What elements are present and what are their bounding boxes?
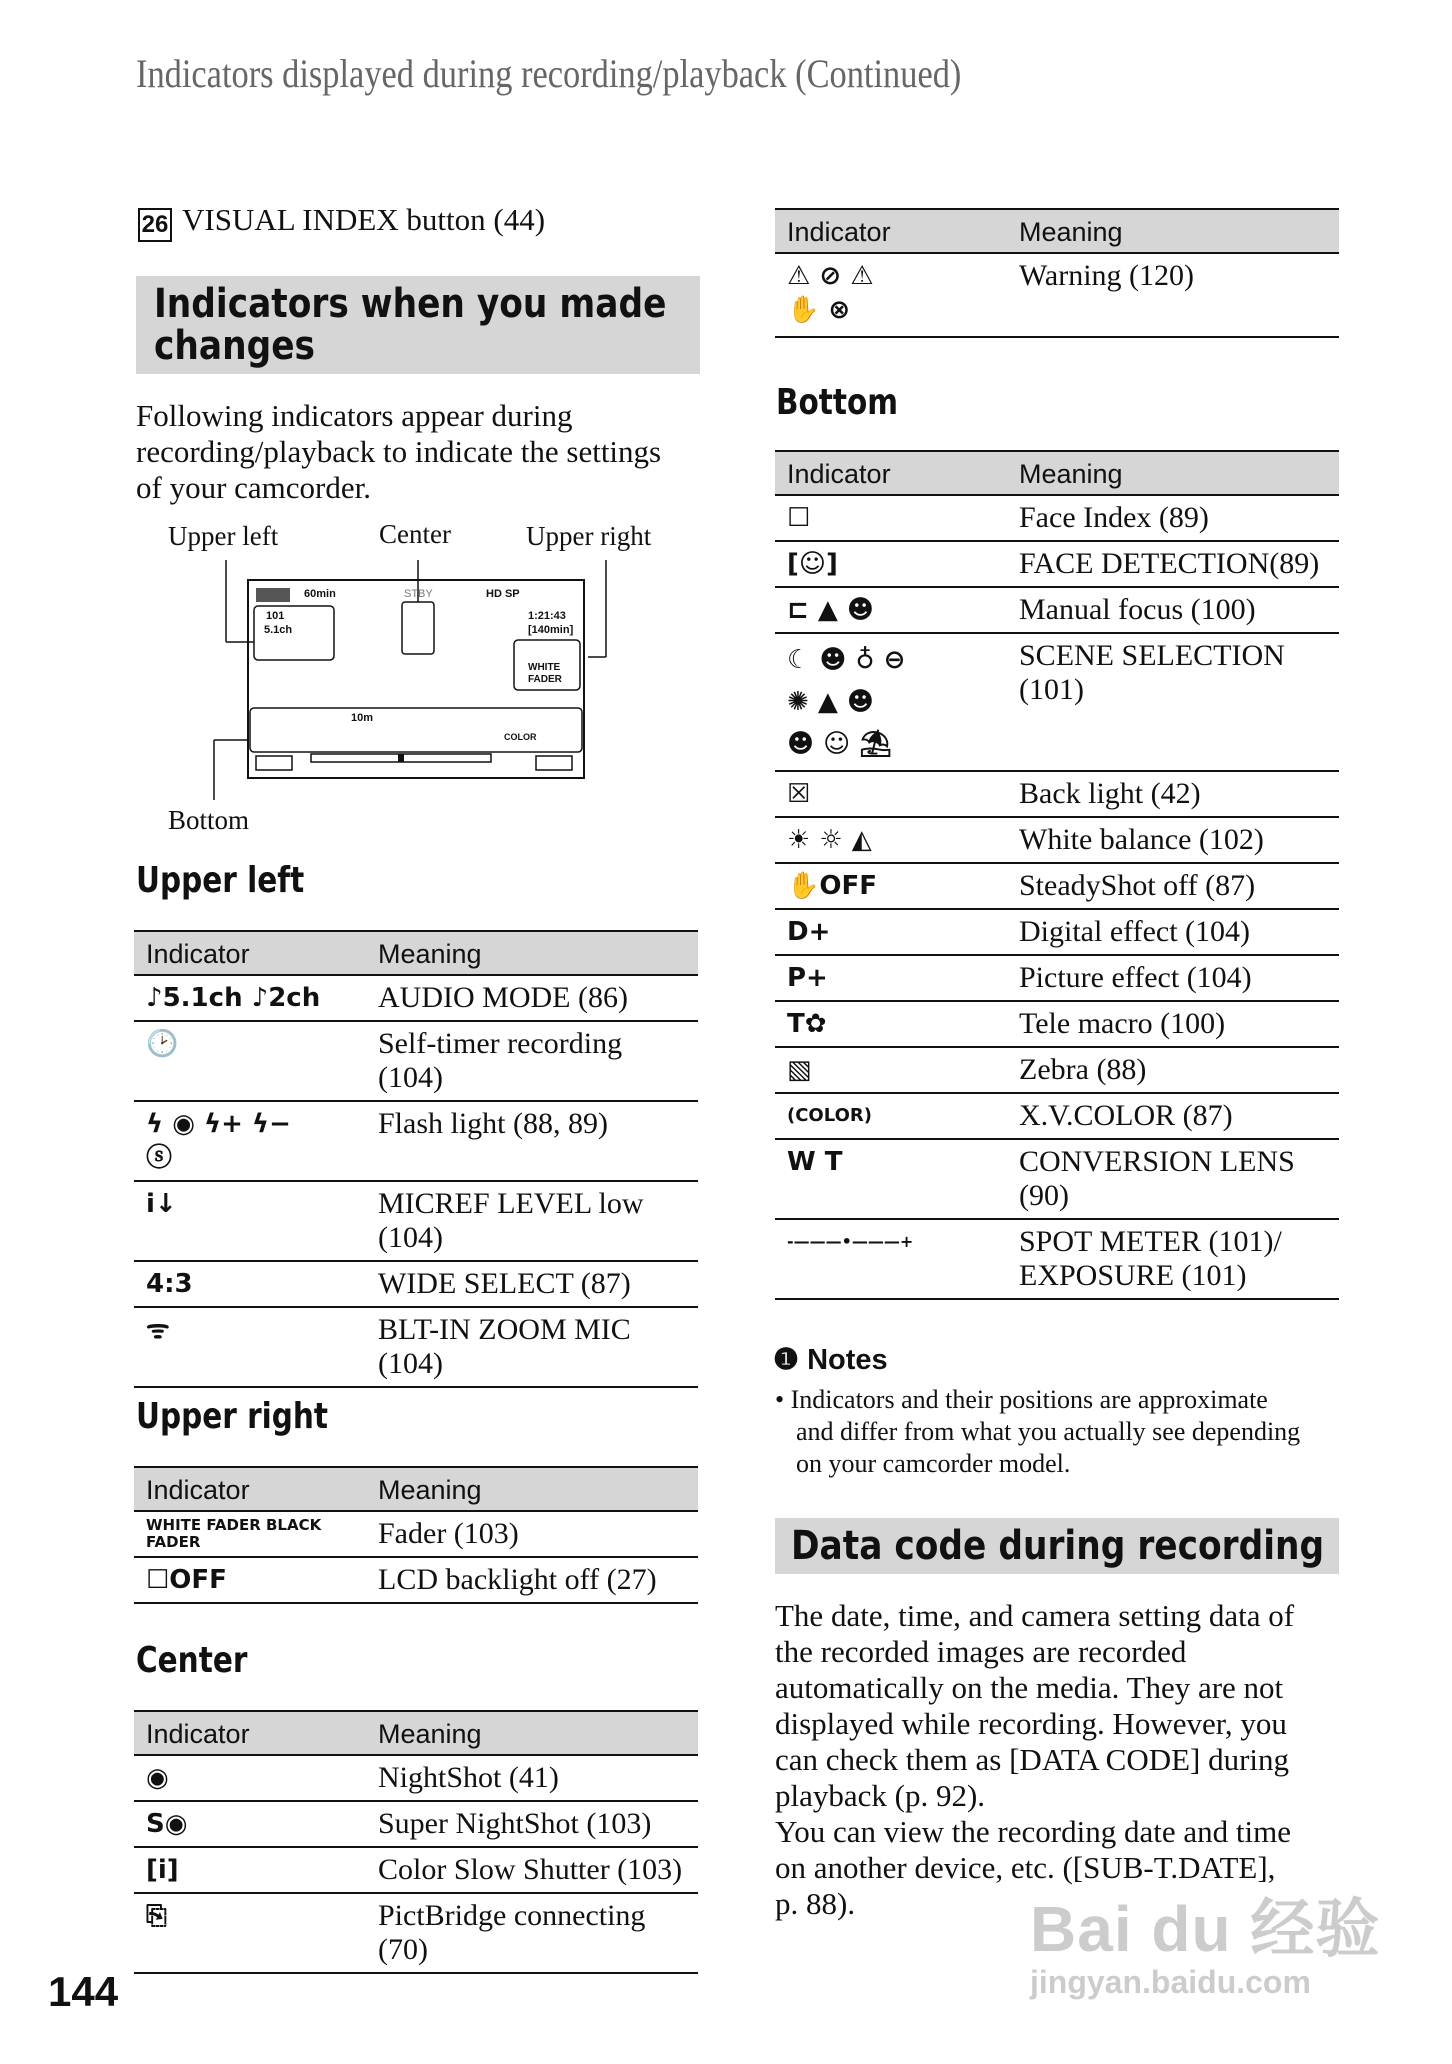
meaning-cell: Back light (42): [1007, 771, 1339, 817]
meaning-line: CONVERSION LENS: [1019, 1145, 1295, 1178]
paragraph-line: the recorded images are recorded: [775, 1634, 1187, 1669]
section-heading-text: Data code during recording: [791, 1523, 1325, 1569]
warning-icon: [775, 253, 1007, 337]
paragraph-line: displayed while recording. However, you: [775, 1706, 1287, 1741]
screen-battery: 60min: [304, 588, 336, 600]
paragraph-line: p. 88).: [775, 1886, 856, 1921]
table-row: [775, 771, 1339, 817]
meaning-cell: Self-timer recording (104): [366, 1021, 698, 1101]
meaning-cell: NightShot (41): [366, 1755, 698, 1801]
column-header-indicator: Indicator: [134, 1711, 366, 1755]
flash-icons-line2: ⓢ: [146, 1143, 173, 1173]
upper-right-table: [134, 1466, 698, 1604]
meaning-cell: Tele macro (100): [1007, 1001, 1339, 1047]
column-header-meaning: Meaning: [366, 931, 698, 975]
notes-icon: ❶: [773, 1344, 799, 1376]
meaning-cell: [1007, 633, 1339, 771]
bottom-table: [775, 450, 1339, 1300]
spot-meter-icon: -———•———+: [775, 1219, 1007, 1299]
section-heading-data-code: [775, 1518, 1339, 1574]
meaning-line: MICREF LEVEL low: [378, 1187, 644, 1220]
column-header-indicator: Indicator: [134, 1467, 366, 1511]
meaning-cell: WIDE SELECT (87): [366, 1261, 698, 1307]
picture-effect-icon: P+: [775, 955, 1007, 1001]
meaning-cell: Warning (120): [1007, 253, 1339, 337]
intro-line: Following indicators appear during: [136, 398, 573, 433]
label-bottom: Bottom: [168, 805, 250, 835]
meaning-cell: Fader (103): [366, 1511, 698, 1557]
screen-face: 10m: [351, 712, 374, 724]
fader-icon: WHITE FADER BLACK FADER: [134, 1511, 366, 1557]
manual-focus-icon: ⊏ ▲ ☻: [775, 587, 1007, 633]
notes-line: on your camcorder model.: [796, 1449, 1071, 1478]
flash-icons-line1: ϟ ◉ ϟ+ ϟ−: [146, 1109, 291, 1139]
zoom-mic-icon: ᯤ: [134, 1307, 366, 1387]
screen-hd: HD SP: [486, 588, 520, 600]
paragraph-line: can check them as [DATA CODE] during: [775, 1742, 1290, 1777]
table-row: [775, 863, 1339, 909]
notes-title: Notes: [807, 1344, 888, 1376]
table-row: [775, 253, 1339, 337]
meaning-cell: White balance (102): [1007, 817, 1339, 863]
scene-selection-icon: [775, 633, 1007, 771]
scene-icons-line1: ☾ ☻ ♁ ⊖: [787, 645, 906, 675]
table-row: [775, 1219, 1339, 1299]
xv-color-icon: (COLOR): [775, 1093, 1007, 1139]
screen-stby: STBY: [404, 588, 433, 600]
notes-body: [775, 1384, 1345, 1480]
face-detection-icon: [☺]: [775, 541, 1007, 587]
center-table: [134, 1710, 698, 1974]
table-row: [775, 817, 1339, 863]
watermark-url: jingyan.baidu.com: [1030, 1964, 1311, 2000]
white-balance-icon: ☀ ☼ ◭: [775, 817, 1007, 863]
column-header-meaning: Meaning: [366, 1467, 698, 1511]
table-row: [775, 1001, 1339, 1047]
meaning-line: EXPOSURE (101): [1019, 1259, 1247, 1292]
center-heading: Center: [136, 1640, 248, 1681]
table-row: [134, 1511, 698, 1557]
flash-icon: [134, 1101, 366, 1181]
watermark: [1030, 1878, 1380, 2001]
meaning-line: BLT-IN ZOOM MIC: [378, 1313, 631, 1346]
column-header-meaning: Meaning: [1007, 451, 1339, 495]
table-row: [775, 495, 1339, 541]
notes-line: • Indicators and their positions are approximate: [775, 1385, 1268, 1414]
paragraph-line: The date, time, and camera setting data of: [775, 1598, 1295, 1633]
scene-icons-line2: ✺ ▲ ☻: [787, 687, 874, 717]
self-timer-icon: 🕑: [134, 1021, 366, 1101]
screen-color: COLOR: [504, 732, 537, 742]
screen-remaining: [140min]: [528, 624, 574, 636]
table-row: [775, 633, 1339, 771]
warning-icons-line1: ⚠ ⊘ ⚠: [787, 261, 874, 291]
table-row: [134, 1021, 698, 1101]
notes-heading: [773, 1342, 888, 1377]
section-heading-line1: Indicators when you made: [154, 281, 667, 327]
table-row: [134, 1101, 698, 1181]
scene-icons-line3: ☻ ☺ ⛱: [787, 729, 893, 759]
upper-left-table: [134, 930, 698, 1388]
table-row: [134, 1893, 698, 1973]
page-title: Indicators displayed during recording/playback (Continued): [136, 51, 962, 96]
back-light-icon: ☒: [775, 771, 1007, 817]
table-row: [775, 909, 1339, 955]
meaning-cell: AUDIO MODE (86): [366, 975, 698, 1021]
tele-macro-icon: T✿: [775, 1001, 1007, 1047]
data-code-paragraph: [775, 1598, 1355, 1922]
table-row: [134, 1847, 698, 1893]
conversion-lens-icon: W T: [775, 1139, 1007, 1219]
meaning-line: SPOT METER (101)/: [1019, 1225, 1282, 1258]
page-number: 144: [48, 1968, 119, 2015]
screen-diagram: [136, 512, 716, 842]
upper-right-heading: Upper right: [136, 1396, 329, 1437]
meaning-cell: PictBridge connecting (70): [366, 1893, 698, 1973]
meaning-cell: Manual focus (100): [1007, 587, 1339, 633]
screen-fader-line2: FADER: [528, 674, 562, 685]
table-row: [134, 1261, 698, 1307]
screen-time: 1:21:43: [528, 610, 566, 622]
screen-diagram-lines: [136, 512, 716, 842]
section-heading-line2: changes: [154, 323, 316, 369]
bottom-heading: Bottom: [776, 382, 899, 423]
meaning-cell: Picture effect (104): [1007, 955, 1339, 1001]
visual-index-item: [138, 202, 545, 242]
section-heading-changes: [136, 276, 700, 374]
meaning-line: (104): [378, 1221, 443, 1254]
column-header-meaning: Meaning: [366, 1711, 698, 1755]
meaning-cell: [1007, 1219, 1339, 1299]
meaning-cell: SteadyShot off (87): [1007, 863, 1339, 909]
table-row: [775, 587, 1339, 633]
table-row: [134, 1755, 698, 1801]
watermark-logo-text: Bai du 经验: [1030, 1893, 1381, 1965]
color-slow-shutter-icon: [i]: [134, 1847, 366, 1893]
table-row: [775, 955, 1339, 1001]
column-header-indicator: Indicator: [775, 451, 1007, 495]
pictbridge-icon: ⎘: [134, 1893, 366, 1973]
meaning-cell: Digital effect (104): [1007, 909, 1339, 955]
meaning-line: SCENE SELECTION: [1019, 639, 1285, 672]
super-nightshot-icon: S◉: [134, 1801, 366, 1847]
meaning-line: (101): [1019, 673, 1084, 706]
meaning-cell: [366, 1181, 698, 1261]
meaning-line: (104): [378, 1347, 443, 1380]
column-header-indicator: Indicator: [775, 209, 1007, 253]
meaning-cell: [1007, 1139, 1339, 1219]
column-header-indicator: Indicator: [134, 931, 366, 975]
table-row: [775, 541, 1339, 587]
warning-icons-line2: ✋ ⊗: [787, 295, 851, 325]
audio-mode-icon: ♪5.1ch ♪2ch: [134, 975, 366, 1021]
table-row: [134, 1557, 698, 1603]
paragraph-line: playback (p. 92).: [775, 1778, 986, 1813]
paragraph-line: You can view the recording date and time: [775, 1814, 1291, 1849]
wide-select-icon: 4:3: [134, 1261, 366, 1307]
column-header-meaning: Meaning: [1007, 209, 1339, 253]
table-row: [134, 1181, 698, 1261]
table-row: [134, 975, 698, 1021]
intro-line: recording/playback to indicate the settings: [136, 434, 662, 469]
steadyshot-off-icon: ✋OFF: [775, 863, 1007, 909]
meaning-line: (90): [1019, 1179, 1069, 1212]
notes-line: and differ from what you actually see depending: [796, 1417, 1301, 1446]
table-row: [134, 1307, 698, 1387]
paragraph-line: on another device, etc. ([SUB-T.DATE],: [775, 1850, 1276, 1885]
item-number: 26: [138, 208, 172, 242]
screen-fader-line1: WHITE: [528, 662, 561, 673]
meaning-cell: [366, 1307, 698, 1387]
screen-folder: 101: [266, 610, 285, 622]
screen-audio: 5.1ch: [264, 624, 293, 636]
meaning-cell: Super NightShot (103): [366, 1801, 698, 1847]
meaning-cell: Color Slow Shutter (103): [366, 1847, 698, 1893]
table-row: [134, 1801, 698, 1847]
face-index-icon: ☐: [775, 495, 1007, 541]
visual-index-text: VISUAL INDEX button (44): [182, 202, 546, 237]
lcd-backlight-off-icon: ☐OFF: [134, 1557, 366, 1603]
meaning-cell: LCD backlight off (27): [366, 1557, 698, 1603]
intro-paragraph: [136, 398, 716, 506]
upper-left-heading: Upper left: [136, 860, 305, 901]
table-row: [775, 1047, 1339, 1093]
table-row: [775, 1139, 1339, 1219]
warning-table: [775, 208, 1339, 338]
nightshot-icon: ◉: [134, 1755, 366, 1801]
mic-level-icon: i↓: [134, 1181, 366, 1261]
intro-line: of your camcorder.: [136, 470, 371, 505]
meaning-cell: Face Index (89): [1007, 495, 1339, 541]
label-upper-left: Upper left: [168, 521, 279, 551]
digital-effect-icon: D+: [775, 909, 1007, 955]
label-center: Center: [379, 519, 451, 549]
label-upper-right: Upper right: [526, 521, 652, 551]
paragraph-line: automatically on the media. They are not: [775, 1670, 1284, 1705]
table-row: [775, 1093, 1339, 1139]
meaning-cell: Zebra (88): [1007, 1047, 1339, 1093]
zebra-icon: ▧: [775, 1047, 1007, 1093]
meaning-cell: FACE DETECTION(89): [1007, 541, 1339, 587]
meaning-cell: X.V.COLOR (87): [1007, 1093, 1339, 1139]
meaning-cell: Flash light (88, 89): [366, 1101, 698, 1181]
